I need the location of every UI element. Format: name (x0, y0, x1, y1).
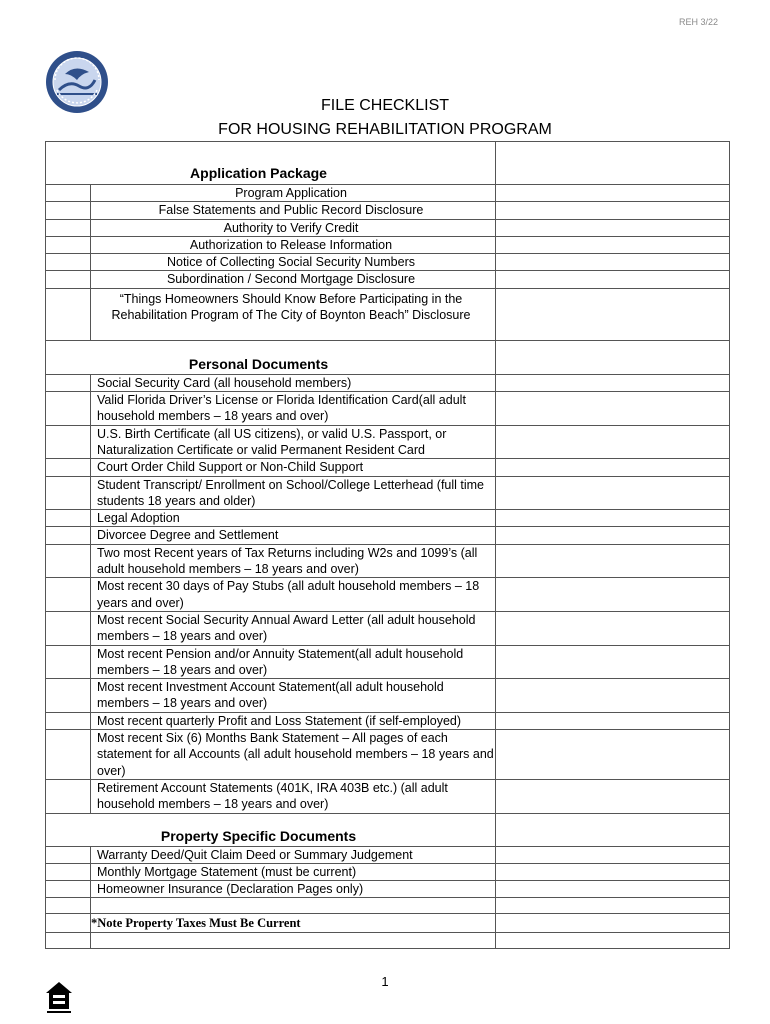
checkbox-cell[interactable] (46, 185, 91, 202)
item-label: Legal Adoption (91, 510, 496, 527)
checklist-row (46, 236, 730, 253)
property-documents-heading: Property Specific Documents (46, 813, 496, 846)
item-label: Most recent quarterly Profit and Loss Statement (if self-employed) (91, 712, 496, 729)
checkbox-cell[interactable] (46, 202, 91, 219)
checkbox-cell[interactable] (46, 271, 91, 288)
checkbox-cell[interactable] (46, 236, 91, 253)
item-label: Most recent 30 days of Pay Stubs (all adult household members – 18 years and over) (91, 578, 496, 612)
checkbox-cell[interactable] (46, 254, 91, 271)
page-number: 1 (381, 974, 389, 989)
checkbox-cell[interactable] (46, 779, 91, 813)
checkbox-cell[interactable] (46, 863, 91, 880)
note-row (46, 914, 730, 933)
checklist-table (45, 141, 730, 949)
item-label: Warranty Deed/Quit Claim Deed or Summary Judgement (91, 846, 496, 863)
item-label: False Statements and Public Record Disclosure (91, 202, 496, 219)
item-label: Divorcee Degree and Settlement (91, 527, 496, 544)
checklist-row (46, 392, 730, 426)
equal-housing-opportunity-icon (44, 979, 74, 1015)
application-package-header-row (46, 142, 730, 185)
checklist-row (46, 271, 730, 288)
checklist-row (46, 527, 730, 544)
checklist-row (46, 459, 730, 476)
checklist-row (46, 645, 730, 679)
checklist-row (46, 846, 730, 863)
checkbox-cell[interactable] (46, 392, 91, 426)
item-label: Retirement Account Statements (401K, IRA 403B etc.) (all adult household members – 18 years and over) (91, 779, 496, 813)
checklist-row (46, 374, 730, 391)
checkbox-cell[interactable] (46, 881, 91, 898)
item-label: “Things Homeowners Should Know Before Participating in the Rehabilitation Program of The City of Boynton Beach” Disclosure (91, 288, 496, 340)
personal-documents-heading: Personal Documents (46, 340, 496, 374)
checkbox-cell[interactable] (46, 730, 91, 780)
checklist-row-empty (46, 898, 730, 914)
checkbox-cell[interactable] (46, 374, 91, 391)
checklist-row (46, 510, 730, 527)
checkbox-cell[interactable] (46, 219, 91, 236)
item-label: Court Order Child Support or Non-Child Support (91, 459, 496, 476)
checklist-row (46, 712, 730, 729)
checklist-row (46, 611, 730, 645)
note-text: *Note Property Taxes Must Be Current (91, 914, 496, 933)
revision-code: REH 3/22 (678, 17, 718, 27)
item-label: Subordination / Second Mortgage Disclosure (91, 271, 496, 288)
checklist-row (46, 288, 730, 340)
checkbox-cell[interactable] (46, 510, 91, 527)
item-label: Two most Recent years of Tax Returns including W2s and 1099’s (all adult household members – 18 years and over) (91, 544, 496, 578)
property-documents-header-row (46, 813, 730, 846)
item-label: Monthly Mortgage Statement (must be current) (91, 863, 496, 880)
checklist-row (46, 544, 730, 578)
checklist-row (46, 476, 730, 510)
checklist-row (46, 779, 730, 813)
checkbox-cell[interactable] (46, 459, 91, 476)
checklist-row (46, 679, 730, 713)
checklist-row (46, 219, 730, 236)
item-label: Homeowner Insurance (Declaration Pages only) (91, 881, 496, 898)
item-label: Most recent Investment Account Statement(all adult household members – 18 years and over) (91, 679, 496, 713)
item-label: Valid Florida Driver’s License or Florida Identification Card(all adult household members – 18 years and over) (91, 392, 496, 426)
item-label: Most recent Six (6) Months Bank Statement – All pages of each statement for all Accounts (all adult household members – 18 years and over) (91, 730, 496, 780)
checkbox-cell[interactable] (46, 933, 91, 949)
personal-documents-header-row (46, 340, 730, 374)
checklist-row (46, 881, 730, 898)
item-label: Authorization to Release Information (91, 236, 496, 253)
checklist-row (46, 730, 730, 780)
item-label: Authority to Verify Credit (91, 219, 496, 236)
checkbox-cell[interactable] (46, 288, 91, 340)
checklist-row (46, 425, 730, 459)
checklist-row (46, 202, 730, 219)
checklist-row-empty (46, 933, 730, 949)
checkbox-cell[interactable] (46, 846, 91, 863)
checkbox-cell[interactable] (46, 679, 91, 713)
checkbox-cell[interactable] (46, 476, 91, 510)
checkbox-cell[interactable] (46, 544, 91, 578)
checklist-row (46, 254, 730, 271)
checkbox-cell[interactable] (46, 645, 91, 679)
checkbox-cell[interactable] (46, 527, 91, 544)
checkbox-cell[interactable] (46, 611, 91, 645)
item-label: Student Transcript/ Enrollment on School/College Letterhead (full time students 18 years and older) (91, 476, 496, 510)
checkbox-cell[interactable] (46, 578, 91, 612)
document-subtitle: FOR HOUSING REHABILITATION PROGRAM (218, 121, 552, 138)
item-label: Most recent Pension and/or Annuity Statement(all adult household members – 18 years and over) (91, 645, 496, 679)
item-label: Social Security Card (all household members) (91, 374, 496, 391)
item-label: Notice of Collecting Social Security Numbers (91, 254, 496, 271)
item-label: Program Application (91, 185, 496, 202)
checkbox-cell[interactable] (46, 712, 91, 729)
checklist-row (46, 863, 730, 880)
item-label: U.S. Birth Certificate (all US citizens), or valid U.S. Passport, or Naturalization Certificate or valid Permanent Resident Card (91, 425, 496, 459)
application-package-heading: Application Package (46, 142, 496, 185)
document-title: FILE CHECKLIST (320, 97, 450, 114)
item-label: Most recent Social Security Annual Award Letter (all adult household members – 18 years and over) (91, 611, 496, 645)
checklist-row (46, 578, 730, 612)
checkbox-cell[interactable] (46, 425, 91, 459)
checkbox-cell[interactable] (46, 898, 91, 914)
checklist-row (46, 185, 730, 202)
